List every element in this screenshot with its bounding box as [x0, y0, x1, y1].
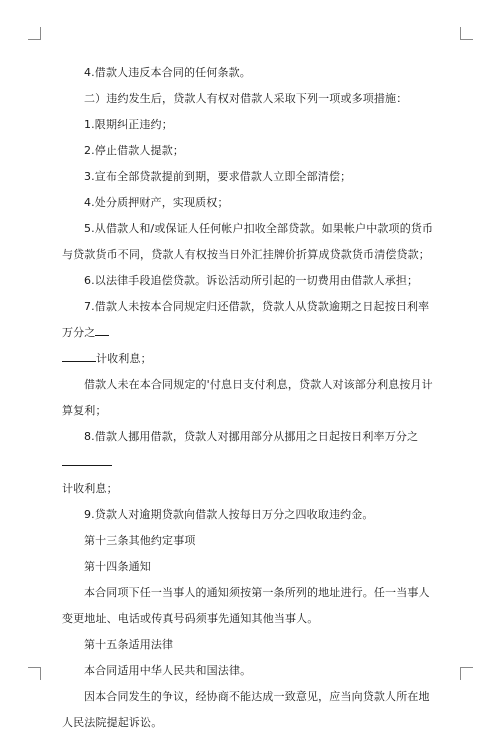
paragraph-breach-item-4: 4.借款人违反本合同的任何条款。: [84, 66, 251, 79]
paragraph-dispute-resolution: 因本合同发生的争议，经协商不能达成一致意见，应当向贷款人所在地人民法院提起诉讼。: [62, 690, 430, 729]
blank-line: [95, 325, 109, 336]
heading-article-15: 第十五条适用法律: [84, 638, 174, 651]
paragraph-remedy-2: 2.停止借款人提款；: [84, 144, 184, 157]
paragraph-remedy-8: [62, 424, 434, 502]
crop-mark-bottom-right: [460, 667, 473, 680]
paragraph-remedy-5: 5.从借款人和/或保证人任何帐户扣收全部贷款。如果帐户中款项的货币与贷款货币不同，贷款人有权按当日外汇挂牌价折算成贷款货币清偿贷款；: [62, 222, 434, 261]
blank-line: [62, 455, 112, 466]
document-body: [62, 60, 434, 736]
paragraph-notice: 本合同项下任一当事人的通知须按第一条所列的地址进行。任一当事人变更地址、电话或传真号码须事先通知其他当事人。: [62, 586, 430, 625]
paragraph-remedy-7: [62, 294, 434, 372]
paragraph-remedies-intro: 二）违约发生后，贷款人有权对借款人采取下列一项或多项措施：: [84, 92, 408, 105]
paragraph-compound-interest: 借款人未在本合同规定的'付息日支付利息，贷款人对该部分利息按月计算复利；: [62, 378, 433, 417]
heading-article-14: 第十四条通知: [84, 560, 151, 573]
paragraph-remedy-6: 6.以法律手段追偿贷款。诉讼活动所引起的一切费用由借款人承担；: [84, 274, 419, 287]
blank-line: [62, 351, 96, 362]
remedy-7-text-end: 计收利息；: [96, 352, 152, 365]
crop-mark-bottom-left: [28, 667, 41, 680]
paragraph-remedy-4: 4.处分质押财产，实现质权；: [84, 196, 229, 209]
remedy-7-text: 7.借款人未按本合同规定归还借款，贷款人从贷款逾期之日起按日利率万分之: [62, 300, 430, 339]
crop-mark-top-right: [460, 27, 473, 40]
paragraph-remedy-9: 9.贷款人对逾期贷款向借款人按每日万分之四收取违约金。: [84, 508, 374, 521]
remedy-8-text-end: 计收利息；: [62, 482, 118, 495]
remedy-8-text: 8.借款人挪用借款，贷款人对挪用部分从挪用之日起按日利率万分之: [84, 430, 419, 443]
paragraph-remedy-3: 3.宣布全部贷款提前到期，要求借款人立即全部清偿；: [84, 170, 352, 183]
crop-mark-top-left: [28, 27, 41, 40]
paragraph-remedy-1: 1.限期纠正违约；: [84, 118, 173, 131]
heading-article-13: 第十三条其他约定事项: [84, 534, 196, 547]
paragraph-governing-law: 本合同适用中华人民共和国法律。: [84, 664, 252, 677]
